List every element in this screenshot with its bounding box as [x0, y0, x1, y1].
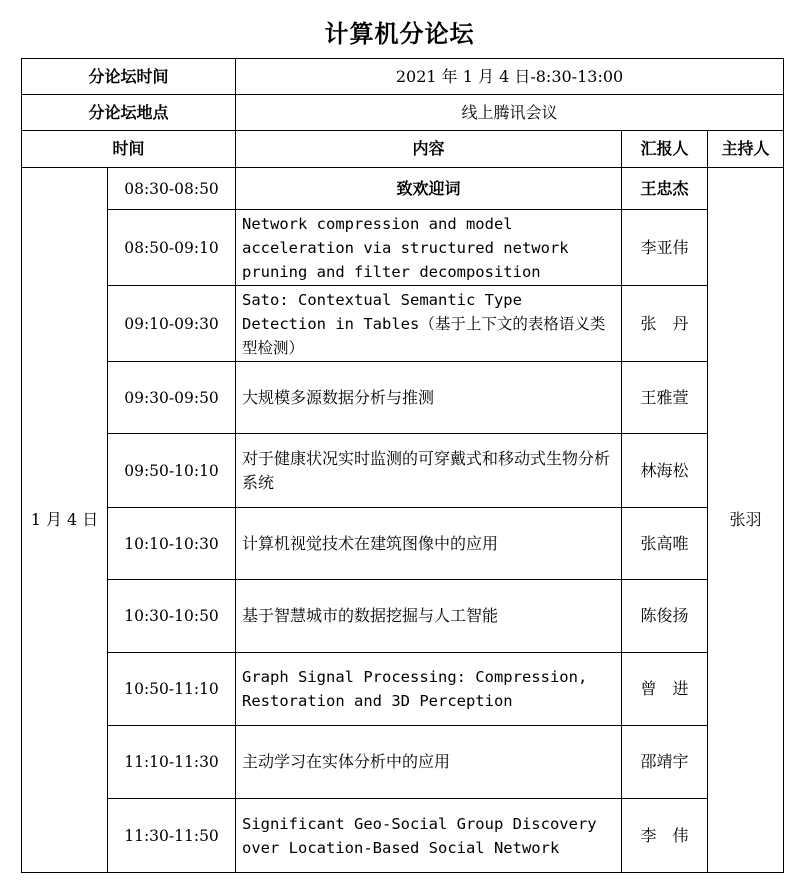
session-content: 对于健康状况实时监测的可穿戴式和移动式生物分析系统 [236, 434, 622, 508]
col-header-time: 时间 [22, 131, 236, 168]
header-row [22, 131, 784, 168]
session-time: 08:30-08:50 [108, 168, 236, 210]
forum-time-label: 分论坛时间 [22, 59, 236, 95]
col-header-content: 内容 [236, 131, 622, 168]
session-reporter: 张高唯 [622, 508, 708, 580]
session-time: 10:50-11:10 [108, 653, 236, 726]
session-reporter: 陈俊扬 [622, 580, 708, 653]
session-content: Significant Geo-Social Group Discovery over Location-Based Social Network [236, 799, 622, 873]
session-row [22, 168, 784, 210]
session-time: 09:30-09:50 [108, 362, 236, 434]
session-time: 10:10-10:30 [108, 508, 236, 580]
col-header-reporter: 汇报人 [622, 131, 708, 168]
session-row [22, 210, 784, 286]
date-cell: 1 月 4 日 [22, 168, 108, 873]
session-content: 主动学习在实体分析中的应用 [236, 726, 622, 799]
session-content: 基于智慧城市的数据挖掘与人工智能 [236, 580, 622, 653]
session-content: Sato: Contextual Semantic Type Detection in Tables（基于上下文的表格语义类型检测） [236, 286, 622, 362]
session-reporter: 曾 进 [622, 653, 708, 726]
info-row-place [22, 95, 784, 131]
session-time: 08:50-09:10 [108, 210, 236, 286]
session-content: 计算机视觉技术在建筑图像中的应用 [236, 508, 622, 580]
session-reporter: 张 丹 [622, 286, 708, 362]
forum-place-value: 线上腾讯会议 [236, 95, 784, 131]
info-row-time [22, 59, 784, 95]
session-time: 11:30-11:50 [108, 799, 236, 873]
session-content: Network compression and model acceleration via structured network pruning and filter decomposition [236, 210, 622, 286]
session-time: 10:30-10:50 [108, 580, 236, 653]
session-reporter: 李 伟 [622, 799, 708, 873]
session-row [22, 653, 784, 726]
session-row [22, 286, 784, 362]
session-time: 11:10-11:30 [108, 726, 236, 799]
session-row [22, 799, 784, 873]
session-time: 09:10-09:30 [108, 286, 236, 362]
session-reporter: 林海松 [622, 434, 708, 508]
session-row [22, 508, 784, 580]
schedule-table [21, 58, 784, 873]
session-row [22, 726, 784, 799]
host-cell: 张羽 [708, 168, 784, 873]
col-header-host: 主持人 [708, 131, 784, 168]
session-reporter: 王忠杰 [622, 168, 708, 210]
forum-time-value: 2021 年 1 月 4 日-8:30-13:00 [236, 59, 784, 95]
session-row [22, 362, 784, 434]
session-content: 致欢迎词 [236, 168, 622, 210]
session-time: 09:50-10:10 [108, 434, 236, 508]
session-row [22, 434, 784, 508]
forum-place-label: 分论坛地点 [22, 95, 236, 131]
session-reporter: 李亚伟 [622, 210, 708, 286]
session-reporter: 邵靖宇 [622, 726, 708, 799]
session-content: 大规模多源数据分析与推测 [236, 362, 622, 434]
session-content: Graph Signal Processing: Compression, Restoration and 3D Perception [236, 653, 622, 726]
session-reporter: 王雅萱 [622, 362, 708, 434]
page-title: 计算机分论坛 [324, 20, 475, 48]
session-row [22, 580, 784, 653]
